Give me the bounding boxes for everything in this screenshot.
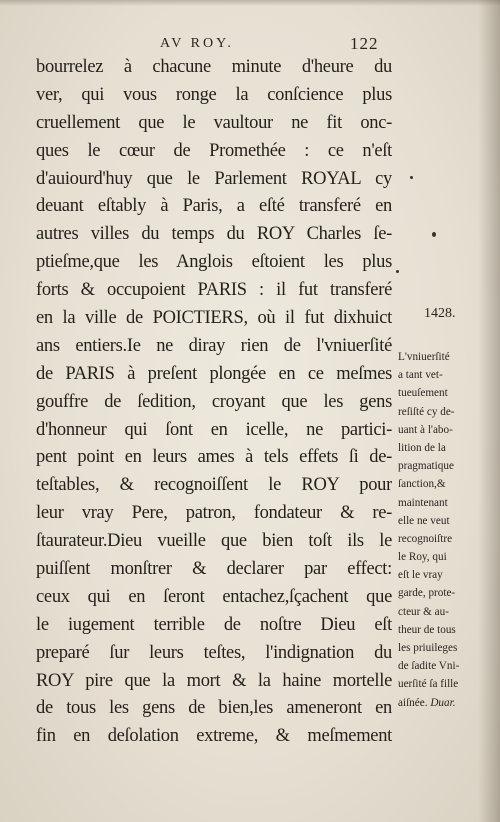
margin-note-line: le Roy, qui xyxy=(398,551,447,564)
margin-note-line: L'vniuerſité xyxy=(398,351,450,363)
ink-speck xyxy=(432,232,436,237)
text-line: ROY pire que la mort & la haine mortelle xyxy=(36,670,392,691)
page-top-edge xyxy=(0,0,500,6)
margin-note-line: elle ne veut xyxy=(398,514,450,527)
margin-note-last-line xyxy=(398,694,490,712)
margin-note-line: recognoiſtre xyxy=(398,532,453,545)
text-line: leur vray Pere, patron, fondateur & re- xyxy=(36,503,392,524)
text-line: en la ville de POICTIERS, où il fut dixhuict xyxy=(36,308,392,329)
text-line: cruellement que le vaultour ne fit onc- xyxy=(36,112,392,133)
margin-note-line: maintenant xyxy=(398,496,448,509)
margin-note-line: cteur & au- xyxy=(398,605,449,618)
text-line: fin en deſolation extreme, & meſmement xyxy=(36,726,392,747)
margin-note-line: pragmatique xyxy=(398,460,454,473)
text-line: puiſſent monſtrer & declarer par effect: xyxy=(36,559,392,580)
margin-note-line: tueuſement xyxy=(398,387,448,400)
margin-note-line-text: aiſnée. xyxy=(398,696,428,709)
margin-note-line: uant à l'abo- xyxy=(398,423,453,436)
text-line: deuant eſtably à Paris, a eſté transferé en xyxy=(36,196,392,217)
ink-speck xyxy=(396,270,399,273)
text-line: ans entiers.Ie ne diray rien de l'vniuerſité xyxy=(36,335,392,356)
text-line: de tous les gens de bien,les ameneront en xyxy=(36,698,392,719)
margin-note-line: garde, prote- xyxy=(398,587,456,600)
text-line: pent point en leurs ames à tels effets ſi de- xyxy=(36,447,392,468)
text-line: teſtables, & recognoiſſent le ROY pour xyxy=(36,475,392,496)
margin-note-signature: Duar. xyxy=(430,696,456,709)
margin-note-line: lition de la xyxy=(398,441,446,454)
text-line: d'auiourd'huy que le Parlement ROYAL cy xyxy=(36,168,392,189)
text-line: autres villes du temps du ROY Charles ſe- xyxy=(36,224,392,245)
main-text-block xyxy=(36,54,392,751)
ink-speck xyxy=(410,176,413,179)
margin-year: 1428. xyxy=(424,306,456,321)
margin-note-line: theur de tous xyxy=(398,623,456,636)
text-line: ptieſme,que les Anglois eſtoient les plus xyxy=(36,252,392,273)
text-line: d'honneur qui ſont en icelle, ne partici- xyxy=(36,419,392,440)
running-head: AV ROY. xyxy=(160,36,234,51)
margin-note-line: de ſadite Vni- xyxy=(398,660,460,673)
text-line: ceux qui en ſeront entachez,ſçachent que xyxy=(36,586,392,607)
page-number: 122 xyxy=(350,34,379,53)
margin-note-line: les priuileges xyxy=(398,642,458,654)
text-line: forts & occupoient PARIS : il fut transferé xyxy=(36,280,392,301)
margin-note-line: a tant vet- xyxy=(398,369,443,382)
margin-note-line: ſanction,& xyxy=(398,478,446,491)
text-line: gouffre de ſedition, croyant que les gens xyxy=(36,391,392,412)
margin-note-line: reſiſté cy de- xyxy=(398,405,455,418)
text-line: ſtaurateur.Dieu vueille que bien toſt ils le xyxy=(36,531,392,552)
text-line: le iugement terrible de noſtre Dieu eſt xyxy=(36,614,392,635)
text-line: preparé ſur leurs teſtes, l'indignation du xyxy=(36,642,392,663)
margin-note xyxy=(398,348,490,712)
text-line: ques le cœur de Promethée : ce n'eſt xyxy=(36,140,392,161)
margin-note-line: eſt le vray xyxy=(398,569,443,582)
text-line: de PARIS à preſent plongée en ce meſmes xyxy=(36,363,392,384)
text-line: bourrelez à chacune minute d'heure du xyxy=(36,57,392,77)
text-line: ver, qui vous ronge la conſcience plus xyxy=(36,84,392,105)
margin-note-line: uerſité ſa fille xyxy=(398,678,459,691)
